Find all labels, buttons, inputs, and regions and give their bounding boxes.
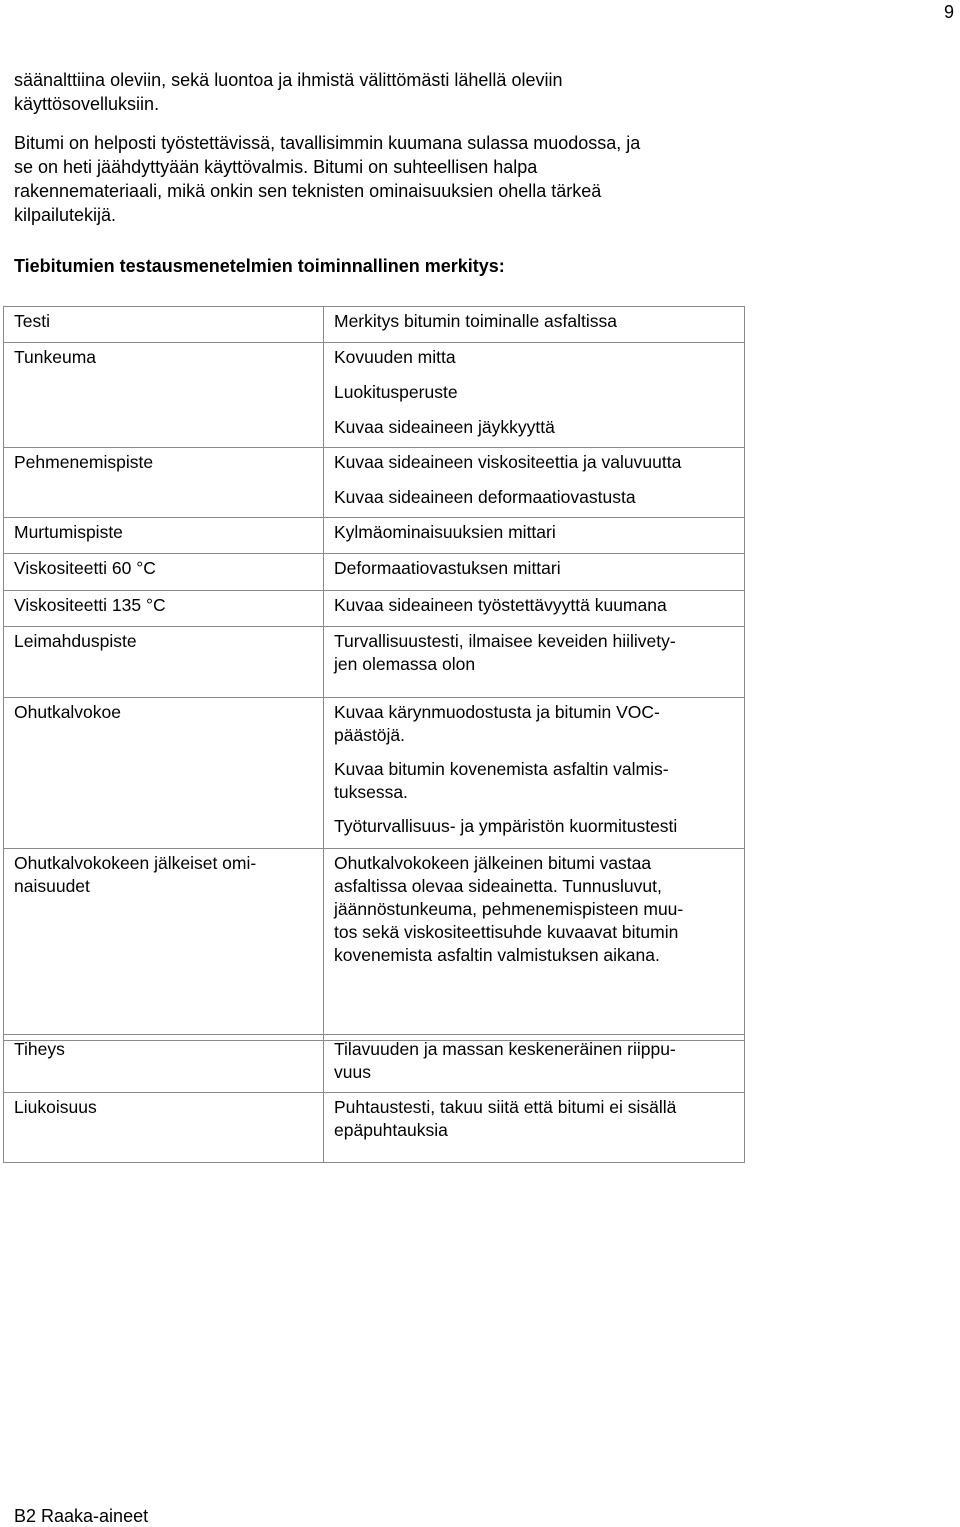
table-row bbox=[4, 591, 745, 627]
cell-line: Kuvaa kärynmuodostusta ja bitumin VOC- bbox=[334, 702, 660, 722]
test-name-cell bbox=[4, 448, 324, 518]
cell-line: Viskositeetti 60 °C bbox=[14, 558, 156, 578]
cell-line: kovenemista asfaltin valmistuksen aikana. bbox=[334, 945, 660, 965]
cell-line: Murtumispiste bbox=[14, 522, 123, 542]
paragraph-1 bbox=[14, 68, 804, 116]
cell-line: Merkitys bitumin toiminalle asfaltissa bbox=[334, 311, 618, 331]
cell-line: Leimahduspiste bbox=[14, 631, 137, 651]
cell-line: päästöjä. bbox=[334, 725, 406, 745]
table-row bbox=[4, 1035, 745, 1093]
table-row bbox=[4, 307, 745, 343]
cell-line: Ohutkalvokokeen jälkeiset omi- bbox=[14, 853, 257, 873]
cell-line: Kuvaa bitumin kovenemista asfaltin valmis- bbox=[334, 759, 669, 779]
test-meaning-cell bbox=[324, 698, 745, 849]
cell-line: tos sekä viskositeettisuhde kuvaavat bitumin bbox=[334, 922, 679, 942]
test-meaning-cell bbox=[324, 448, 745, 518]
cell-line: jäännöstunkeuma, pehmenemispisteen muu- bbox=[334, 899, 684, 919]
cell-line: Kuvaa sideaineen jäykkyyttä bbox=[334, 417, 555, 437]
section-heading: Tiebitumien testausmenetelmien toiminnallinen merkitys: bbox=[14, 256, 505, 276]
table-row bbox=[4, 343, 745, 448]
cell-line: Pehmenemispiste bbox=[14, 452, 154, 472]
cell-line: naisuudet bbox=[14, 876, 90, 896]
table-row bbox=[4, 448, 745, 518]
paragraph-1-line-2: käyttösovelluksiin. bbox=[14, 94, 160, 114]
cell-line: Kuvaa sideaineen työstettävyyttä kuumana bbox=[334, 595, 667, 615]
cell-line: tuksessa. bbox=[334, 782, 408, 802]
cell-line: Kovuuden mitta bbox=[334, 347, 456, 367]
cell-line: Turvallisuustesti, ilmaisee keveiden hiilivety- bbox=[334, 631, 676, 651]
test-meaning-cell bbox=[324, 1093, 745, 1163]
test-name-cell bbox=[4, 554, 324, 591]
test-name-cell bbox=[4, 849, 324, 1041]
cell-line: Viskositeetti 135 °C bbox=[14, 595, 166, 615]
test-meaning-cell bbox=[324, 307, 745, 343]
cell-line: Kuvaa sideaineen viskositeettia ja valuvuutta bbox=[334, 452, 682, 472]
paragraph-2 bbox=[14, 131, 804, 227]
paragraph-2-line: se on heti jäähdyttyään käyttövalmis. Bitumi on suhteellisen halpa bbox=[14, 157, 538, 177]
test-name-cell bbox=[4, 518, 324, 554]
cell-line: Kylmäominaisuuksien mittari bbox=[334, 522, 556, 542]
cell-line: Puhtaustesti, takuu siitä että bitumi ei sisällä bbox=[334, 1097, 677, 1117]
cell-line: Luokitusperuste bbox=[334, 382, 458, 402]
paragraph-2-line: rakennemateriaali, mikä onkin sen teknisten ominaisuuksien ohella tärkeä bbox=[14, 181, 602, 201]
cell-line: Kuvaa sideaineen deformaatiovastusta bbox=[334, 487, 636, 507]
cell-line: Työturvallisuus- ja ympäristön kuormitustesti bbox=[334, 816, 678, 836]
test-meaning-cell bbox=[324, 1035, 745, 1093]
cell-line: Deformaatiovastuksen mittari bbox=[334, 558, 561, 578]
page-number: 9 bbox=[944, 2, 955, 22]
cell-line: asfaltissa olevaa sideainetta. Tunnusluvut, bbox=[334, 876, 662, 896]
cell-line: Ohutkalvokoe bbox=[14, 702, 122, 722]
paragraph-2-line: Bitumi on helposti työstettävissä, tavallisimmin kuumana sulassa muodossa, ja bbox=[14, 133, 641, 153]
additional-tests-table bbox=[3, 1034, 745, 1163]
cell-line: Tiheys bbox=[14, 1039, 65, 1059]
table-row bbox=[4, 554, 745, 591]
test-meaning-cell bbox=[324, 518, 745, 554]
footer-text: B2 Raaka-aineet bbox=[14, 1506, 149, 1526]
test-meaning-cell bbox=[324, 554, 745, 591]
cell-line: epäpuhtauksia bbox=[334, 1120, 448, 1140]
paragraph-1-line-1: säänalttiina oleviin, sekä luontoa ja ihmistä välittömästi lähellä oleviin bbox=[14, 70, 563, 90]
test-meaning-cell bbox=[324, 627, 745, 698]
test-meaning-cell bbox=[324, 591, 745, 627]
test-name-cell bbox=[4, 1093, 324, 1163]
test-name-cell bbox=[4, 343, 324, 448]
cell-line: vuus bbox=[334, 1062, 371, 1082]
cell-line: Tunkeuma bbox=[14, 347, 97, 367]
table-row bbox=[4, 627, 745, 698]
table-row bbox=[4, 518, 745, 554]
table-row bbox=[4, 849, 745, 1041]
test-name-cell bbox=[4, 627, 324, 698]
cell-line: jen olemassa olon bbox=[334, 654, 476, 674]
table-row bbox=[4, 1093, 745, 1163]
cell-line: Liukoisuus bbox=[14, 1097, 97, 1117]
table-row bbox=[4, 698, 745, 849]
test-name-cell bbox=[4, 307, 324, 343]
test-methods-table bbox=[3, 306, 745, 1041]
cell-line: Ohutkalvokokeen jälkeinen bitumi vastaa bbox=[334, 853, 652, 873]
test-name-cell bbox=[4, 1035, 324, 1093]
test-name-cell bbox=[4, 698, 324, 849]
test-meaning-cell bbox=[324, 343, 745, 448]
test-meaning-cell bbox=[324, 849, 745, 1041]
cell-line: Testi bbox=[14, 311, 50, 331]
cell-line: Tilavuuden ja massan keskeneräinen riippu- bbox=[334, 1039, 676, 1059]
paragraph-2-line: kilpailutekijä. bbox=[14, 205, 117, 225]
test-name-cell bbox=[4, 591, 324, 627]
